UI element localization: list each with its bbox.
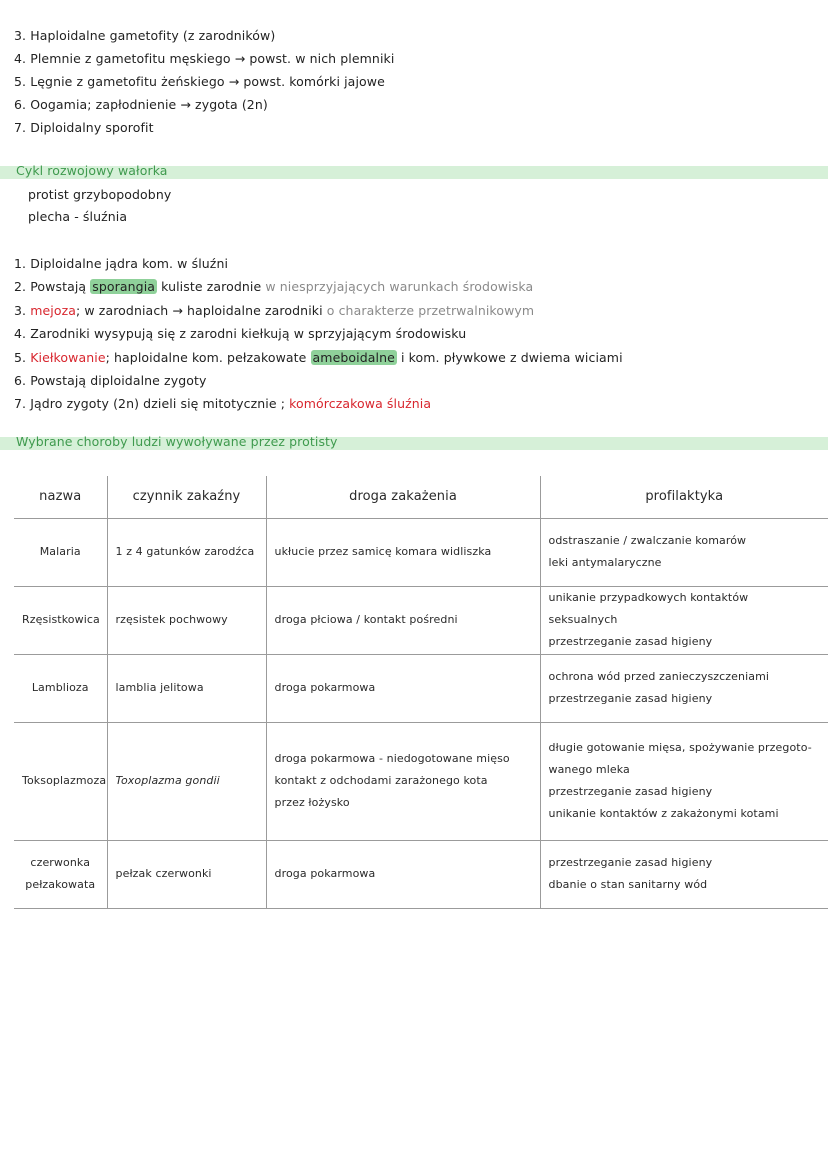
highlight-ameboidalne: ameboidalne	[312, 349, 395, 365]
top-list	[14, 24, 394, 139]
list-item: 6. Oogamia; zapłodnienie → zygota (2n)	[14, 97, 268, 112]
red-term-mejoza: mejoza	[30, 302, 77, 318]
disease-name: czerwonka pełzakowata	[14, 840, 107, 908]
list-item: 7. Diploidalny sporofit	[14, 120, 154, 135]
cycle-step-7: 7. Jądro zygoty (2n) dzieli się mitotycznie ; komórczakowa śluźnia	[14, 396, 432, 412]
cycle-step-1: 1. Diploidalne jądra kom. w śluźni	[14, 256, 229, 271]
cycle-step-2: 2. Powstają sporangia kuliste zarodnie w niesprzyjających warunkach środowiska	[14, 279, 534, 295]
disease-agent: rzęsistek pochwowy	[107, 586, 266, 654]
red-term-komorczakowa: komórczakowa śluźnia	[289, 396, 432, 412]
disease-route: ukłucie przez samicę komara widliszka	[266, 518, 540, 586]
column-header-agent: czynnik zakaźny	[107, 476, 266, 518]
disease-route: droga pokarmowa	[266, 840, 540, 908]
highlight-sporangia: sporangia	[92, 279, 156, 295]
disease-route: droga pokarmowa	[266, 654, 540, 722]
disease-name: Lamblioza	[14, 654, 107, 722]
disease-agent: lamblia jelitowa	[107, 654, 266, 722]
table-row	[14, 586, 828, 654]
column-header-name: nazwa	[14, 476, 107, 518]
table-header-row	[14, 476, 828, 518]
cycle-step-6: 6. Powstają diploidalne zygoty	[14, 372, 207, 388]
disease-name: Malaria	[14, 518, 107, 586]
disease-agent: 1 z 4 gatunków zarodźca	[107, 518, 266, 586]
disease-route: droga płciowa / kontakt pośredni	[266, 586, 540, 654]
diseases-table	[14, 476, 828, 909]
disease-agent: pełzak czerwonki	[107, 840, 266, 908]
disease-name: Rzęsistkowica	[14, 586, 107, 654]
table-row	[14, 518, 828, 586]
cycle-step-5: 5. Kiełkowanie; haploidalne kom. pełzakowate ameboidalne i kom. pływkowe z dwiema wiciami	[14, 349, 623, 365]
disease-prevention: długie gotowanie mięsa, spożywanie przegoto- wanego mleka przestrzeganie zasad higieny unikanie kontaktów z zakażonymi kotami	[540, 722, 828, 840]
cycle-step-3: 3. mejoza; w zarodniach → haploidalne zarodniki o charakterze przetrwalnikowym	[14, 302, 535, 318]
column-header-route: droga zakażenia	[266, 476, 540, 518]
disease-prevention: odstraszanie / zwalczanie komarów leki antymalaryczne	[540, 518, 828, 586]
cycle-subtitle-2: plecha - śluźnia	[28, 209, 128, 224]
table-row	[14, 654, 828, 722]
disease-route: droga pokarmowa - niedogotowane mięso kontakt z odchodami zarażonego kota przez łożysko	[266, 722, 540, 840]
column-header-prevention: profilaktyka	[540, 476, 828, 518]
disease-prevention: unikanie przypadkowych kontaktów seksualnych przestrzeganie zasad higieny	[540, 586, 828, 654]
list-item: 4. Plemnie z gametofitu męskiego → powst. w nich plemniki	[14, 51, 395, 66]
cycle-step-4: 4. Zarodniki wysypują się z zarodni kiełkują w sprzyjającym środowisku	[14, 326, 467, 342]
list-item: 5. Lęgnie z gametofitu żeńskiego → powst. komórki jajowe	[14, 74, 385, 89]
section-title-diseases: Wybrane choroby ludzi wywoływane przez protisty	[16, 434, 338, 449]
section-title-cycle: Cykl rozwojowy wałorka	[16, 163, 168, 178]
table-row	[14, 722, 828, 840]
cycle-list	[14, 252, 623, 416]
disease-prevention: przestrzeganie zasad higieny dbanie o stan sanitarny wód	[540, 840, 828, 908]
disease-name: Toksoplazmoza	[14, 722, 107, 840]
table-row	[14, 840, 828, 908]
disease-prevention: ochrona wód przed zanieczyszczeniami przestrzeganie zasad higieny	[540, 654, 828, 722]
disease-agent: Toxoplazma gondii	[107, 722, 266, 840]
list-item: 3. Haploidalne gametofity (z zarodników)	[14, 28, 276, 43]
cycle-subtitle-1: protist grzybopodobny	[28, 187, 172, 202]
red-term-kielkowanie: Kiełkowanie	[30, 349, 106, 365]
